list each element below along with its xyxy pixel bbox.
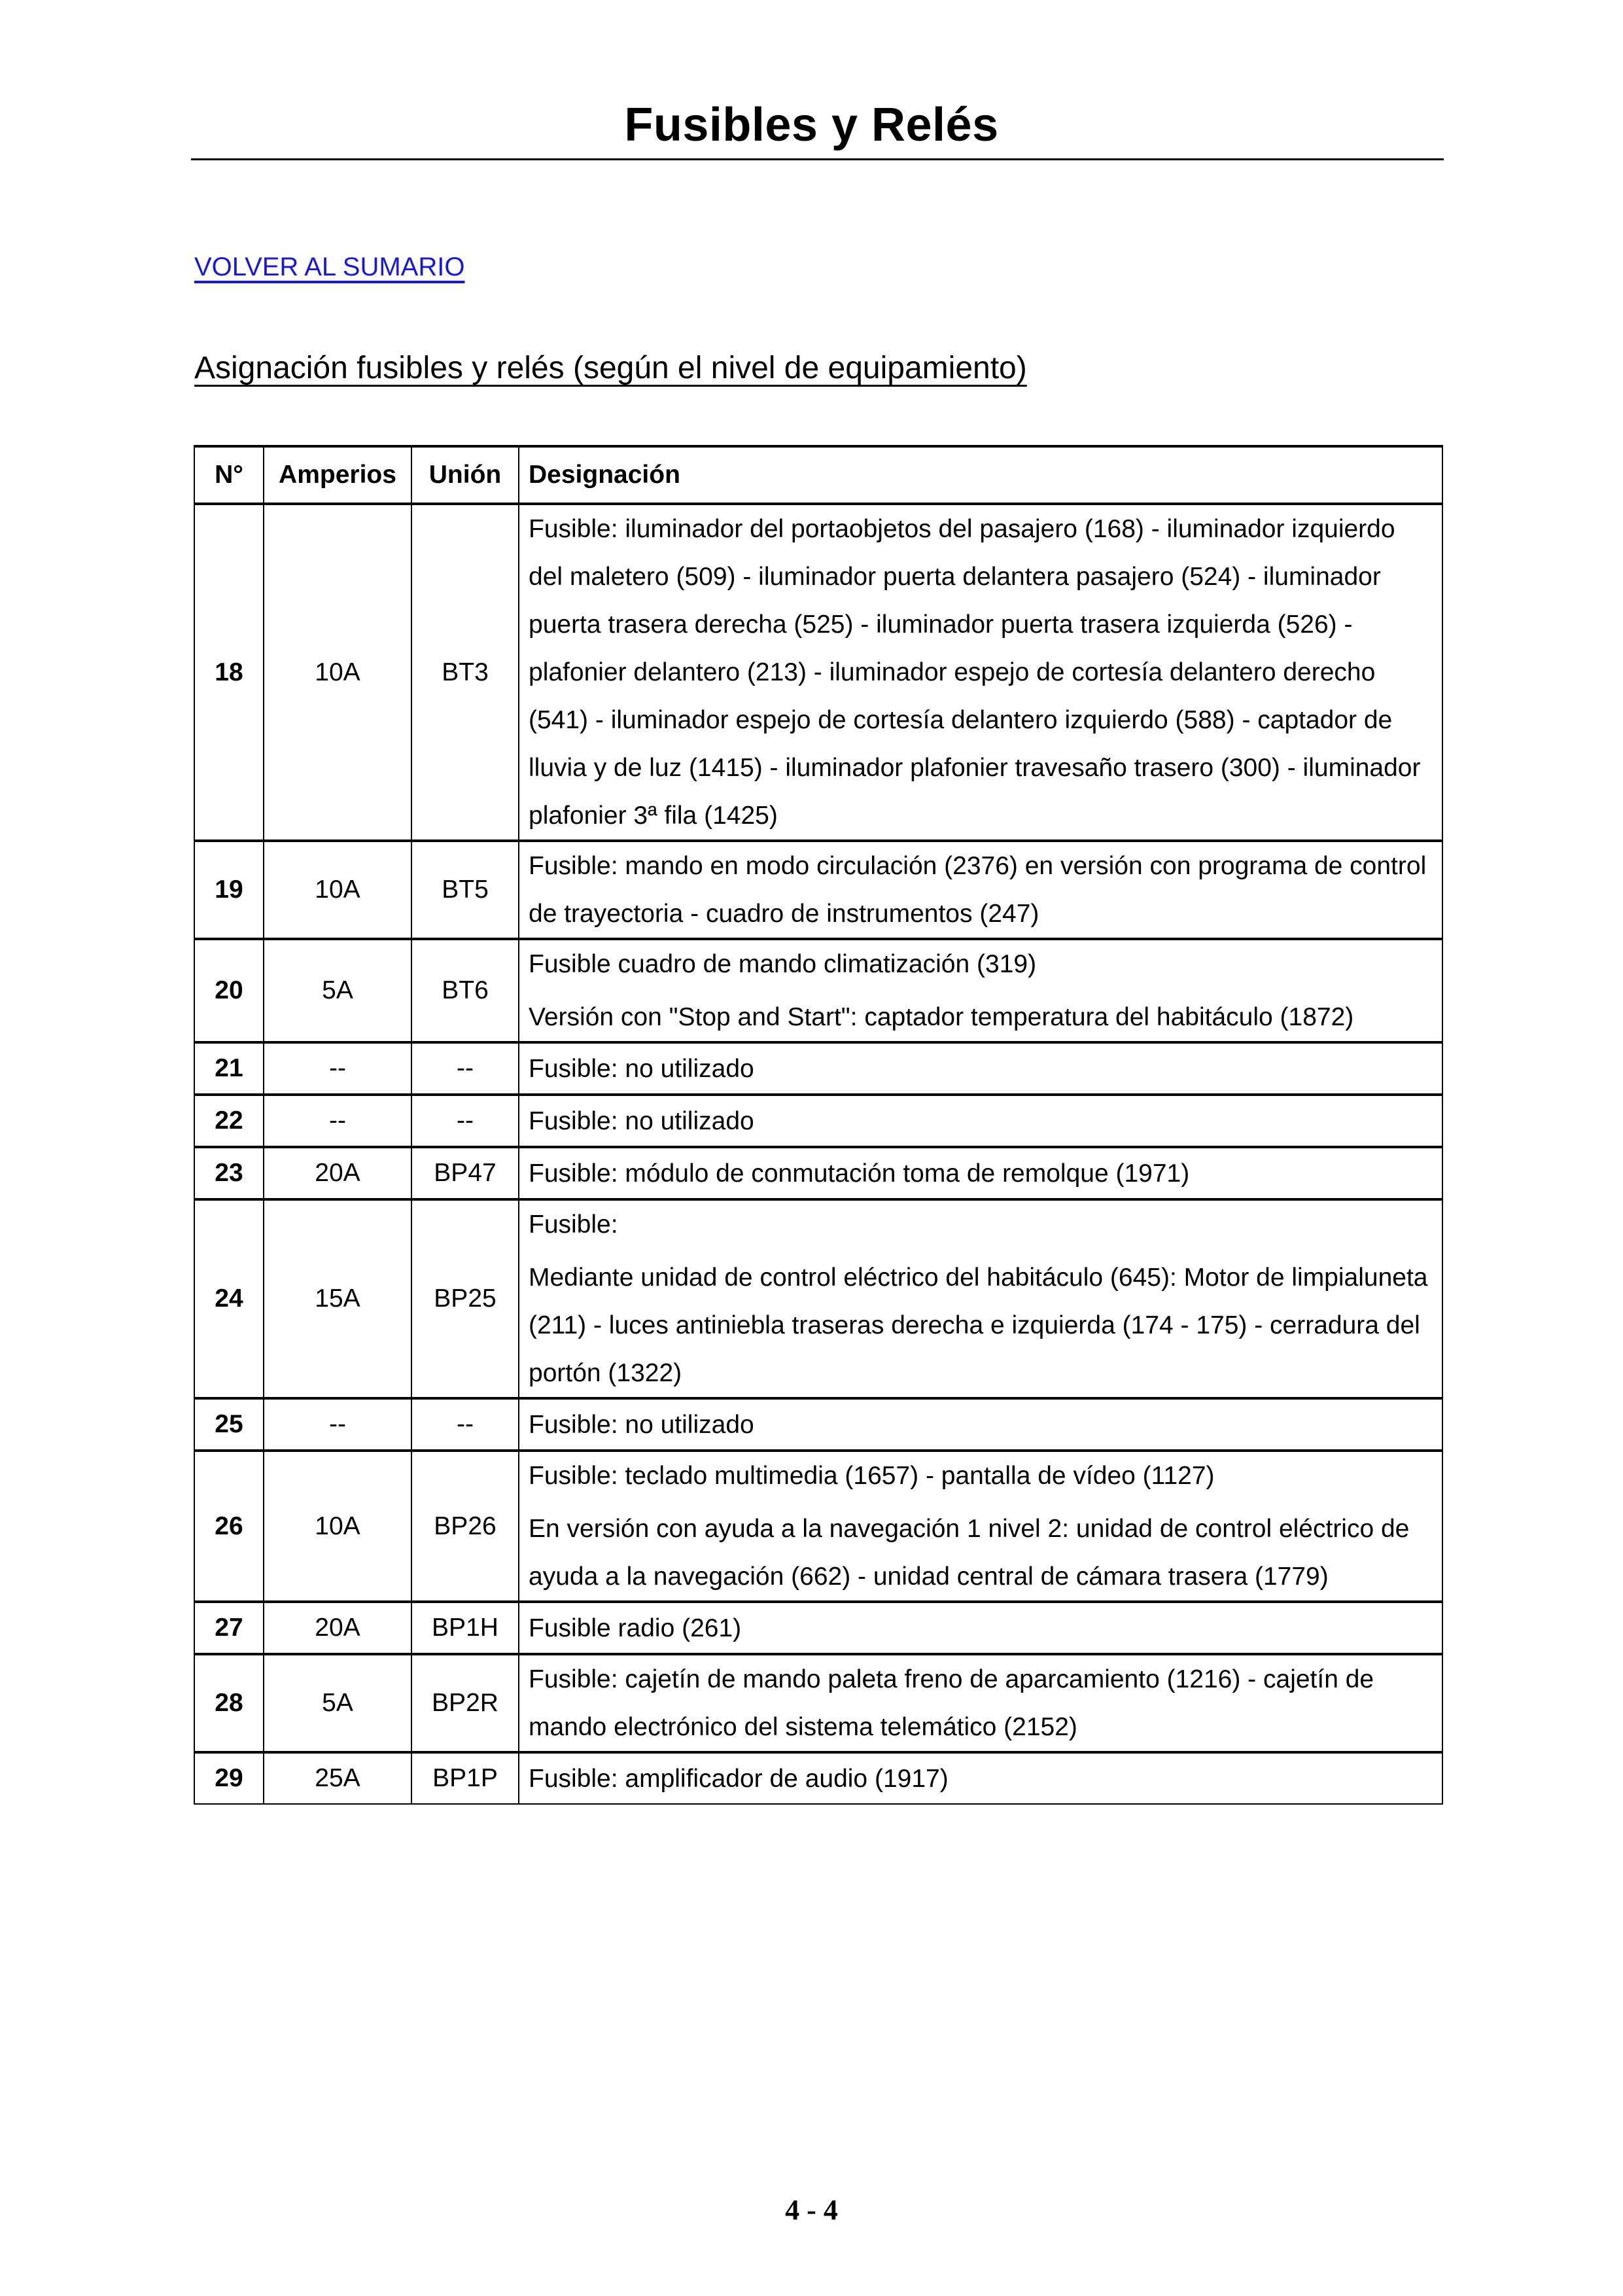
fuse-number: 25	[194, 1398, 264, 1451]
fuse-number: 22	[194, 1095, 264, 1147]
fuse-number: 18	[194, 504, 264, 841]
fuse-table-body	[194, 504, 1442, 1804]
fuse-number: 27	[194, 1602, 264, 1654]
fuse-amperage: 15A	[264, 1199, 411, 1398]
designation-line: Fusible: no utilizado	[529, 1106, 754, 1135]
designation-line: En versión con ayuda a la navegación 1 nivel 2: unidad de control eléctrico de ayuda a la navegación (662) - unidad central de cámara trasera (1779)	[529, 1515, 1410, 1591]
designation-line: Fusible: teclado multimedia (1657) - pantalla de vídeo (1127)	[529, 1462, 1215, 1490]
fuse-designation	[519, 1147, 1442, 1199]
table-row	[194, 1654, 1442, 1752]
table-row	[194, 1095, 1442, 1147]
designation-line: Fusible cuadro de mando climatización (319)	[529, 950, 1037, 978]
section-title: Asignación fusibles y relés (según el nivel de equipamiento)	[194, 351, 1027, 385]
fuse-designation	[519, 1095, 1442, 1147]
table-row	[194, 1199, 1442, 1398]
fuse-union: BP25	[411, 1199, 519, 1398]
fuse-union: BP1H	[411, 1602, 519, 1654]
title-divider	[191, 158, 1444, 160]
fuse-number: 29	[194, 1752, 264, 1804]
header-designation: Designación	[519, 446, 1442, 504]
designation-line: Fusible: módulo de conmutación toma de remolque (1971)	[529, 1159, 1190, 1188]
fuse-designation	[519, 1654, 1442, 1752]
fuse-amperage: 20A	[264, 1147, 411, 1199]
fuse-designation	[519, 1602, 1442, 1654]
fuse-union: BP2R	[411, 1654, 519, 1752]
fuse-designation	[519, 1042, 1442, 1095]
fuse-designation	[519, 504, 1442, 841]
header-amperes: Amperios	[264, 446, 411, 504]
fuse-amperage: 20A	[264, 1602, 411, 1654]
fuse-amperage: 10A	[264, 504, 411, 841]
table-row	[194, 1042, 1442, 1095]
designation-line: Fusible: no utilizado	[529, 1054, 754, 1083]
fuse-number: 24	[194, 1199, 264, 1398]
fuse-table	[194, 445, 1443, 1805]
fuse-amperage: 10A	[264, 841, 411, 939]
designation-line: Versión con "Stop and Start": captador temperatura del habitáculo (1872)	[529, 1003, 1354, 1031]
fuse-union: BP47	[411, 1147, 519, 1199]
fuse-amperage: 25A	[264, 1752, 411, 1804]
fuse-union: BT5	[411, 841, 519, 939]
table-row	[194, 1602, 1442, 1654]
table-row	[194, 504, 1442, 841]
page-title: Fusibles y Relés	[624, 99, 999, 151]
fuse-amperage: 5A	[264, 1654, 411, 1752]
fuse-amperage: --	[264, 1042, 411, 1095]
fuse-designation	[519, 1199, 1442, 1398]
designation-line: Fusible: mando en modo circulación (2376) en versión con programa de control de trayectoria - cuadro de instrumentos (247)	[529, 852, 1427, 928]
designation-line: Fusible: iluminador del portaobjetos del pasajero (168) - iluminador izquierdo del maletero (509) - iluminador puerta delantera pasajero (524) - iluminador puerta trasera derecha (525) - iluminador puerta trasera izquierda (526) - plafonier delantero (213) - iluminador espejo de cortesía delantero derecho (541) - iluminador espejo de cortesía delantero izquierdo (588) - captador de lluvia y de luz (1415) - iluminador plafonier travesaño trasero (300) - iluminador plafonier 3ª fila (1425)	[529, 515, 1421, 830]
table-row	[194, 841, 1442, 939]
table-header-row	[194, 446, 1442, 504]
header-union: Unión	[411, 446, 519, 504]
fuse-union: BP26	[411, 1451, 519, 1602]
fuse-number: 19	[194, 841, 264, 939]
designation-line: Fusible: no utilizado	[529, 1410, 754, 1439]
fuse-designation	[519, 939, 1442, 1042]
fuse-number: 20	[194, 939, 264, 1042]
fuse-union: --	[411, 1042, 519, 1095]
table-row	[194, 1451, 1442, 1602]
fuse-union: --	[411, 1095, 519, 1147]
designation-line: Fusible: cajetín de mando paleta freno de aparcamiento (1216) - cajetín de mando electrónico del sistema telemático (2152)	[529, 1665, 1374, 1741]
page-number: 4 - 4	[785, 2194, 838, 2226]
fuse-number: 21	[194, 1042, 264, 1095]
table-row	[194, 1752, 1442, 1804]
back-to-summary-link[interactable]: VOLVER AL SUMARIO	[194, 253, 465, 281]
fuse-designation	[519, 1451, 1442, 1602]
designation-line: Fusible:	[529, 1210, 618, 1239]
fuse-number: 23	[194, 1147, 264, 1199]
table-row	[194, 1398, 1442, 1451]
designation-line: Mediante unidad de control eléctrico del habitáculo (645): Motor de limpialuneta (211) - luces antiniebla traseras derecha e izquierda (174 - 175) - cerradura del portón (1322)	[529, 1263, 1428, 1387]
fuse-union: BT3	[411, 504, 519, 841]
table-row	[194, 1147, 1442, 1199]
designation-line: Fusible: amplificador de audio (1917)	[529, 1764, 949, 1793]
header-number: N°	[194, 446, 264, 504]
fuse-designation	[519, 841, 1442, 939]
fuse-amperage: 5A	[264, 939, 411, 1042]
fuse-union: BP1P	[411, 1752, 519, 1804]
fuse-designation	[519, 1752, 1442, 1804]
fuse-amperage: --	[264, 1095, 411, 1147]
fuse-amperage: --	[264, 1398, 411, 1451]
fuse-designation	[519, 1398, 1442, 1451]
table-row	[194, 939, 1442, 1042]
fuse-number: 28	[194, 1654, 264, 1752]
fuse-amperage: 10A	[264, 1451, 411, 1602]
fuse-union: BT6	[411, 939, 519, 1042]
designation-line: Fusible radio (261)	[529, 1614, 742, 1642]
fuse-union: --	[411, 1398, 519, 1451]
fuse-number: 26	[194, 1451, 264, 1602]
